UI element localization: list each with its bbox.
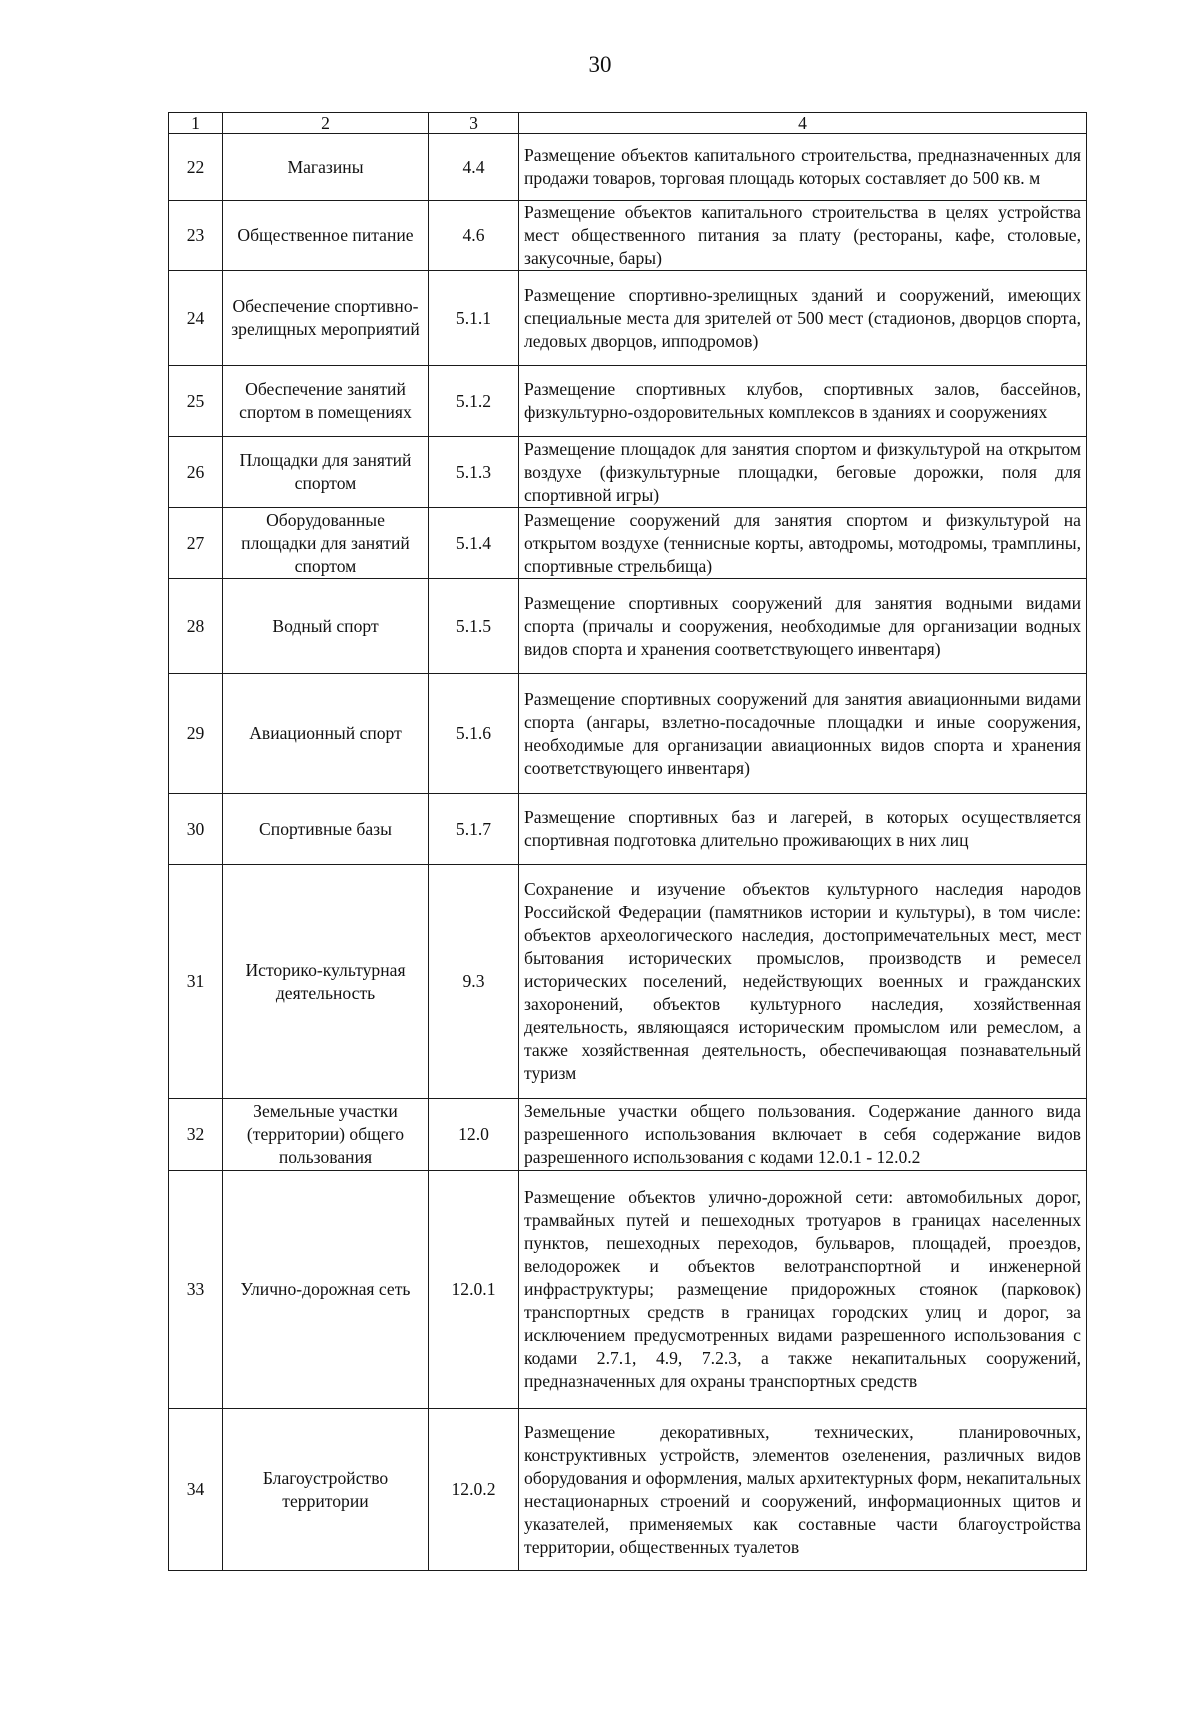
row-number: 22 [169,134,223,201]
use-type-description: Размещение спортивных клубов, спортивных залов, бассейнов, физкультурно-оздоровительных комплексов в зданиях и сооружениях [519,366,1087,437]
table-row [169,1099,1087,1171]
table-row [169,865,1087,1099]
table-row [169,201,1087,271]
table-header [169,113,1087,134]
use-type-code: 5.1.1 [429,271,519,366]
row-number: 28 [169,579,223,674]
use-type-code: 5.1.7 [429,794,519,865]
use-type-description: Размещение спортивных сооружений для занятия водными видами спорта (причалы и сооружения, необходимые для организации водных видов спорта и хранения соответствующего инвентаря) [519,579,1087,674]
use-type-name: Историко-культурная деятельность [223,865,429,1099]
use-type-name: Обеспечение спортивно-зрелищных мероприятий [223,271,429,366]
use-type-description: Размещение сооружений для занятия спортом и физкультурой на открытом воздухе (теннисные корты, автодромы, мотодромы, трамплины, спортивные стрельбища) [519,508,1087,579]
row-number: 27 [169,508,223,579]
use-type-name: Общественное питание [223,201,429,271]
use-type-description: Размещение спортивных сооружений для занятия авиационными видами спорта (ангары, взлетно-посадочные площадки и иные сооружения, необходимые для организации авиационных видов спорта и хранения соответствующего инвентаря) [519,674,1087,794]
use-type-name: Спортивные базы [223,794,429,865]
use-type-code: 12.0.2 [429,1409,519,1571]
header-col-4: 4 [519,113,1087,134]
use-type-code: 5.1.2 [429,366,519,437]
use-type-description: Размещение спортивных баз и лагерей, в которых осуществляется спортивная подготовка длительно проживающих в них лиц [519,794,1087,865]
use-type-description: Размещение объектов капитального строительства в целях устройства мест общественного питания за плату (рестораны, кафе, столовые, закусочные, бары) [519,201,1087,271]
use-type-code: 12.0 [429,1099,519,1171]
use-type-code: 5.1.6 [429,674,519,794]
table-row [169,579,1087,674]
use-type-name: Площадки для занятий спортом [223,437,429,508]
header-col-3: 3 [429,113,519,134]
header-row [169,113,1087,134]
use-type-description: Размещение декоративных, технических, планировочных, конструктивных устройств, элементов озеленения, различных видов оборудования и оформления, малых архитектурных форм, некапитальных нестационарных строений и сооружений, информационных щитов и указателей, применяемых как составные части благоустройства территории, общественных туалетов [519,1409,1087,1571]
row-number: 31 [169,865,223,1099]
row-number: 23 [169,201,223,271]
row-number: 34 [169,1409,223,1571]
table-body [169,134,1087,1571]
row-number: 24 [169,271,223,366]
table-row [169,1409,1087,1571]
row-number: 26 [169,437,223,508]
row-number: 29 [169,674,223,794]
table-row [169,437,1087,508]
use-type-name: Магазины [223,134,429,201]
table-row [169,674,1087,794]
use-type-code: 4.6 [429,201,519,271]
use-type-code: 5.1.4 [429,508,519,579]
use-type-code: 12.0.1 [429,1171,519,1409]
use-type-code: 9.3 [429,865,519,1099]
table-row [169,508,1087,579]
table-row [169,271,1087,366]
use-type-code: 4.4 [429,134,519,201]
header-col-2: 2 [223,113,429,134]
row-number: 32 [169,1099,223,1171]
row-number: 30 [169,794,223,865]
use-type-description: Размещение объектов улично-дорожной сети: автомобильных дорог, трамвайных путей и пешеходных тротуаров в границах населенных пунктов, пешеходных переходов, бульваров, площадей, проездов, велодорожек и объектов велотранспортной и инженерной инфраструктуры; размещение придорожных стоянок (парковок) транспортных средств в границах городских улиц и дорог, за исключением предусмотренных видами разрешенного использования с кодами 2.7.1, 4.9, 7.2.3, а также некапитальных сооружений, предназначенных для охраны транспортных средств [519,1171,1087,1409]
use-type-name: Оборудованные площадки для занятий спортом [223,508,429,579]
use-type-description: Сохранение и изучение объектов культурного наследия народов Российской Федерации (памятников истории и культуры), в том числе: объектов археологического наследия, достопримечательных мест, мест бытования исторических промыслов, производств и ремесел исторических поселений, недействующих военных и гражданских захоронений, объектов культурного наследия, хозяйственная деятельность, являющаяся историческим промыслом или ремеслом, а также хозяйственная деятельность, обеспечивающая познавательный туризм [519,865,1087,1099]
use-type-description: Размещение спортивно-зрелищных зданий и сооружений, имеющих специальные места для зрителей от 500 мест (стадионов, дворцов спорта, ледовых дворцов, ипподромов) [519,271,1087,366]
use-type-name: Водный спорт [223,579,429,674]
use-type-description: Земельные участки общего пользования. Содержание данного вида разрешенного использования включает в себя содержание видов разрешенного использования с кодами 12.0.1 - 12.0.2 [519,1099,1087,1171]
page-number: 30 [588,52,612,77]
row-number: 25 [169,366,223,437]
table-row [169,134,1087,201]
use-type-name: Благоустройство территории [223,1409,429,1571]
land-use-table [168,112,1087,1571]
use-type-description: Размещение объектов капитального строительства, предназначенных для продажи товаров, торговая площадь которых составляет до 500 кв. м [519,134,1087,201]
use-type-name: Земельные участки (территории) общего пользования [223,1099,429,1171]
table-row [169,366,1087,437]
use-type-code: 5.1.3 [429,437,519,508]
use-type-description: Размещение площадок для занятия спортом и физкультурой на открытом воздухе (физкультурные площадки, беговые дорожки, поля для спортивной игры) [519,437,1087,508]
use-type-name: Авиационный спорт [223,674,429,794]
table-row [169,794,1087,865]
use-type-name: Улично-дорожная сеть [223,1171,429,1409]
header-col-1: 1 [169,113,223,134]
table-row [169,1171,1087,1409]
use-type-name: Обеспечение занятий спортом в помещениях [223,366,429,437]
row-number: 33 [169,1171,223,1409]
use-type-code: 5.1.5 [429,579,519,674]
